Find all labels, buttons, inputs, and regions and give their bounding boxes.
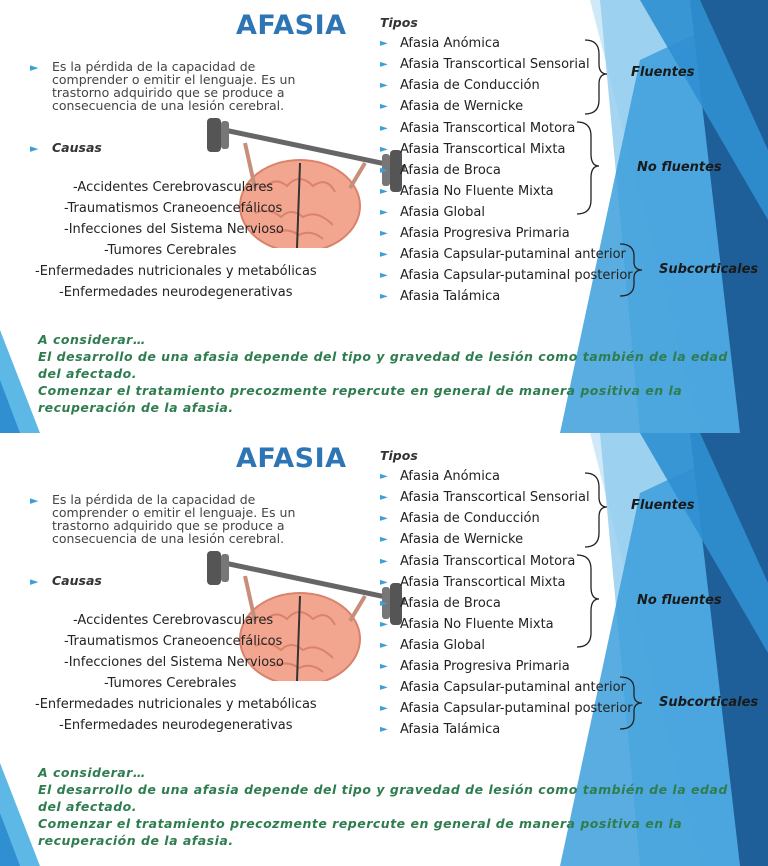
note-line: Comenzar el tratamiento precozmente repercute en general de manera positiva en la recuperación de la afasia.	[38, 816, 683, 848]
page-title: AFASIA	[236, 10, 347, 41]
cause-item: -Enfermedades neurodegenerativas	[59, 285, 293, 300]
cause-item: -Infecciones del Sistema Nervioso	[64, 655, 284, 670]
cause-item: -Accidentes Cerebrovasculares	[73, 613, 274, 628]
bullet-arrow-icon: ►	[30, 61, 39, 74]
cause-item: -Tumores Cerebrales	[104, 243, 237, 258]
group-label-fluentes: Fluentes	[631, 498, 695, 513]
cause-item: -Infecciones del Sistema Nervioso	[64, 222, 284, 237]
bullet-arrow-icon: ►	[380, 186, 388, 197]
note-line: El desarrollo de una afasia depende del tipo y gravedad de lesión como también de la edad del afectado.	[38, 349, 728, 381]
group-label-no-fluentes: No fluentes	[637, 160, 722, 175]
note-line: Comenzar el tratamiento precozmente repercute en general de manera positiva en la recuperación de la afasia.	[38, 383, 683, 415]
causas-heading: Causas	[52, 573, 102, 588]
cause-item: -Tumores Cerebrales	[104, 676, 237, 691]
bullet-arrow-icon: ►	[380, 598, 388, 609]
bullet-arrow-icon: ►	[380, 492, 388, 503]
bullet-arrow-icon: ►	[30, 494, 39, 507]
cause-item: -Accidentes Cerebrovasculares	[73, 180, 274, 195]
tipos-heading: Tipos	[380, 448, 418, 463]
bullet-arrow-icon: ►	[380, 703, 388, 714]
slide-1: AFASIA ► Es la pérdida de la capacidad de comprender o emitir el lenguaje. Es un trastorno adquirido que se produce a consecuencia de una lesión cerebral. ► Causas -Accidentes Cerebrovasculares -Traumatismos Craneoencefálicos -Infecciones del Sistema Nervioso -Tumores Cerebrales -Enfermedades nutricionales y metabólicas -Enfermedades neurodegenerativas Tipos ► Afasia Anómica ► Afasia Transcortical Sensorial ► Afasia de Conducción ► Afasia de Wernicke ► Afasia Transcortical Motora ► Afasia Transcortical Mixta ► Afasia de Broca ► Afasia No Fluente Mixta ► Afasia Global ► Afasia Progresiva Primaria ► Afasia Capsular-putaminal anterior ► Afasia Capsular-putaminal posterior ► Afasia Talámica Fluentes No fluentes Subcorticales A considerar… El desarrollo de una afasia depende del tipo y gravedad de lesión como también de la edad del afectado. Comenzar el tratamiento precozmente repercute en general de manera positiva en la recuperación de la afasia.	[0, 0, 768, 433]
note-block	[38, 764, 738, 849]
bullet-arrow-icon: ►	[380, 577, 388, 588]
note-block	[38, 331, 738, 416]
group-label-no-fluentes: No fluentes	[637, 593, 722, 608]
cause-item: -Enfermedades nutricionales y metabólicas	[35, 697, 317, 712]
group-label-subcorticales: Subcorticales	[659, 262, 759, 277]
bullet-arrow-icon: ►	[380, 38, 388, 49]
tipos-heading: Tipos	[380, 15, 418, 30]
bullet-arrow-icon: ►	[380, 249, 388, 260]
group-label-subcorticales: Subcorticales	[659, 695, 759, 710]
bullet-arrow-icon: ►	[380, 207, 388, 218]
description-text: Es la pérdida de la capacidad de comprender o emitir el lenguaje. Es un trastorno adquirido que se produce a consecuencia de una lesión cerebral.	[52, 59, 296, 113]
slide-2: AFASIA ► Es la pérdida de la capacidad de comprender o emitir el lenguaje. Es un trastorno adquirido que se produce a consecuencia de una lesión cerebral. ► Causas -Accidentes Cerebrovasculares -Traumatismos Craneoencefálicos -Infecciones del Sistema Nervioso -Tumores Cerebrales -Enfermedades nutricionales y metabólicas -Enfermedades neurodegenerativas Tipos ► Afasia Anómica ► Afasia Transcortical Sensorial ► Afasia de Conducción ► Afasia de Wernicke ► Afasia Transcortical Motora ► Afasia Transcortical Mixta ► Afasia de Broca ► Afasia No Fluente Mixta ► Afasia Global ► Afasia Progresiva Primaria ► Afasia Capsular-putaminal anterior ► Afasia Capsular-putaminal posterior ► Afasia Talámica Fluentes No fluentes Subcorticales A considerar… El desarrollo de una afasia depende del tipo y gravedad de lesión como también de la edad del afectado. Comenzar el tratamiento precozmente repercute en general de manera positiva en la recuperación de la afasia.	[0, 433, 768, 866]
bullet-arrow-icon: ►	[380, 165, 388, 176]
note-line: El desarrollo de una afasia depende del tipo y gravedad de lesión como también de la edad del afectado.	[38, 782, 728, 814]
bullet-arrow-icon: ►	[380, 144, 388, 155]
bullet-arrow-icon: ►	[380, 640, 388, 651]
bullet-arrow-icon: ►	[380, 291, 388, 302]
bullet-arrow-icon: ►	[380, 59, 388, 70]
cause-item: -Enfermedades neurodegenerativas	[59, 718, 293, 733]
bullet-arrow-icon: ►	[30, 575, 39, 588]
cause-item: -Enfermedades nutricionales y metabólicas	[35, 264, 317, 279]
group-label-fluentes: Fluentes	[631, 65, 695, 80]
bullet-arrow-icon: ►	[380, 724, 388, 735]
bullet-arrow-icon: ►	[380, 101, 388, 112]
bullet-arrow-icon: ►	[380, 270, 388, 281]
bullet-arrow-icon: ►	[380, 619, 388, 630]
note-heading: A considerar…	[38, 332, 146, 347]
bullet-arrow-icon: ►	[30, 142, 39, 155]
bullet-arrow-icon: ►	[380, 513, 388, 524]
bullet-arrow-icon: ►	[380, 556, 388, 567]
cause-item: -Traumatismos Craneoencefálicos	[64, 201, 283, 216]
causas-heading: Causas	[52, 140, 102, 155]
bullet-arrow-icon: ►	[380, 228, 388, 239]
bullet-arrow-icon: ►	[380, 682, 388, 693]
bullet-arrow-icon: ►	[380, 661, 388, 672]
page-title: AFASIA	[236, 443, 347, 474]
cause-item: -Traumatismos Craneoencefálicos	[64, 634, 283, 649]
bullet-arrow-icon: ►	[380, 471, 388, 482]
bullet-arrow-icon: ►	[380, 534, 388, 545]
description-text: Es la pérdida de la capacidad de comprender o emitir el lenguaje. Es un trastorno adquirido que se produce a consecuencia de una lesión cerebral.	[52, 492, 296, 546]
bullet-arrow-icon: ►	[380, 80, 388, 91]
bullet-arrow-icon: ►	[380, 123, 388, 134]
note-heading: A considerar…	[38, 765, 146, 780]
